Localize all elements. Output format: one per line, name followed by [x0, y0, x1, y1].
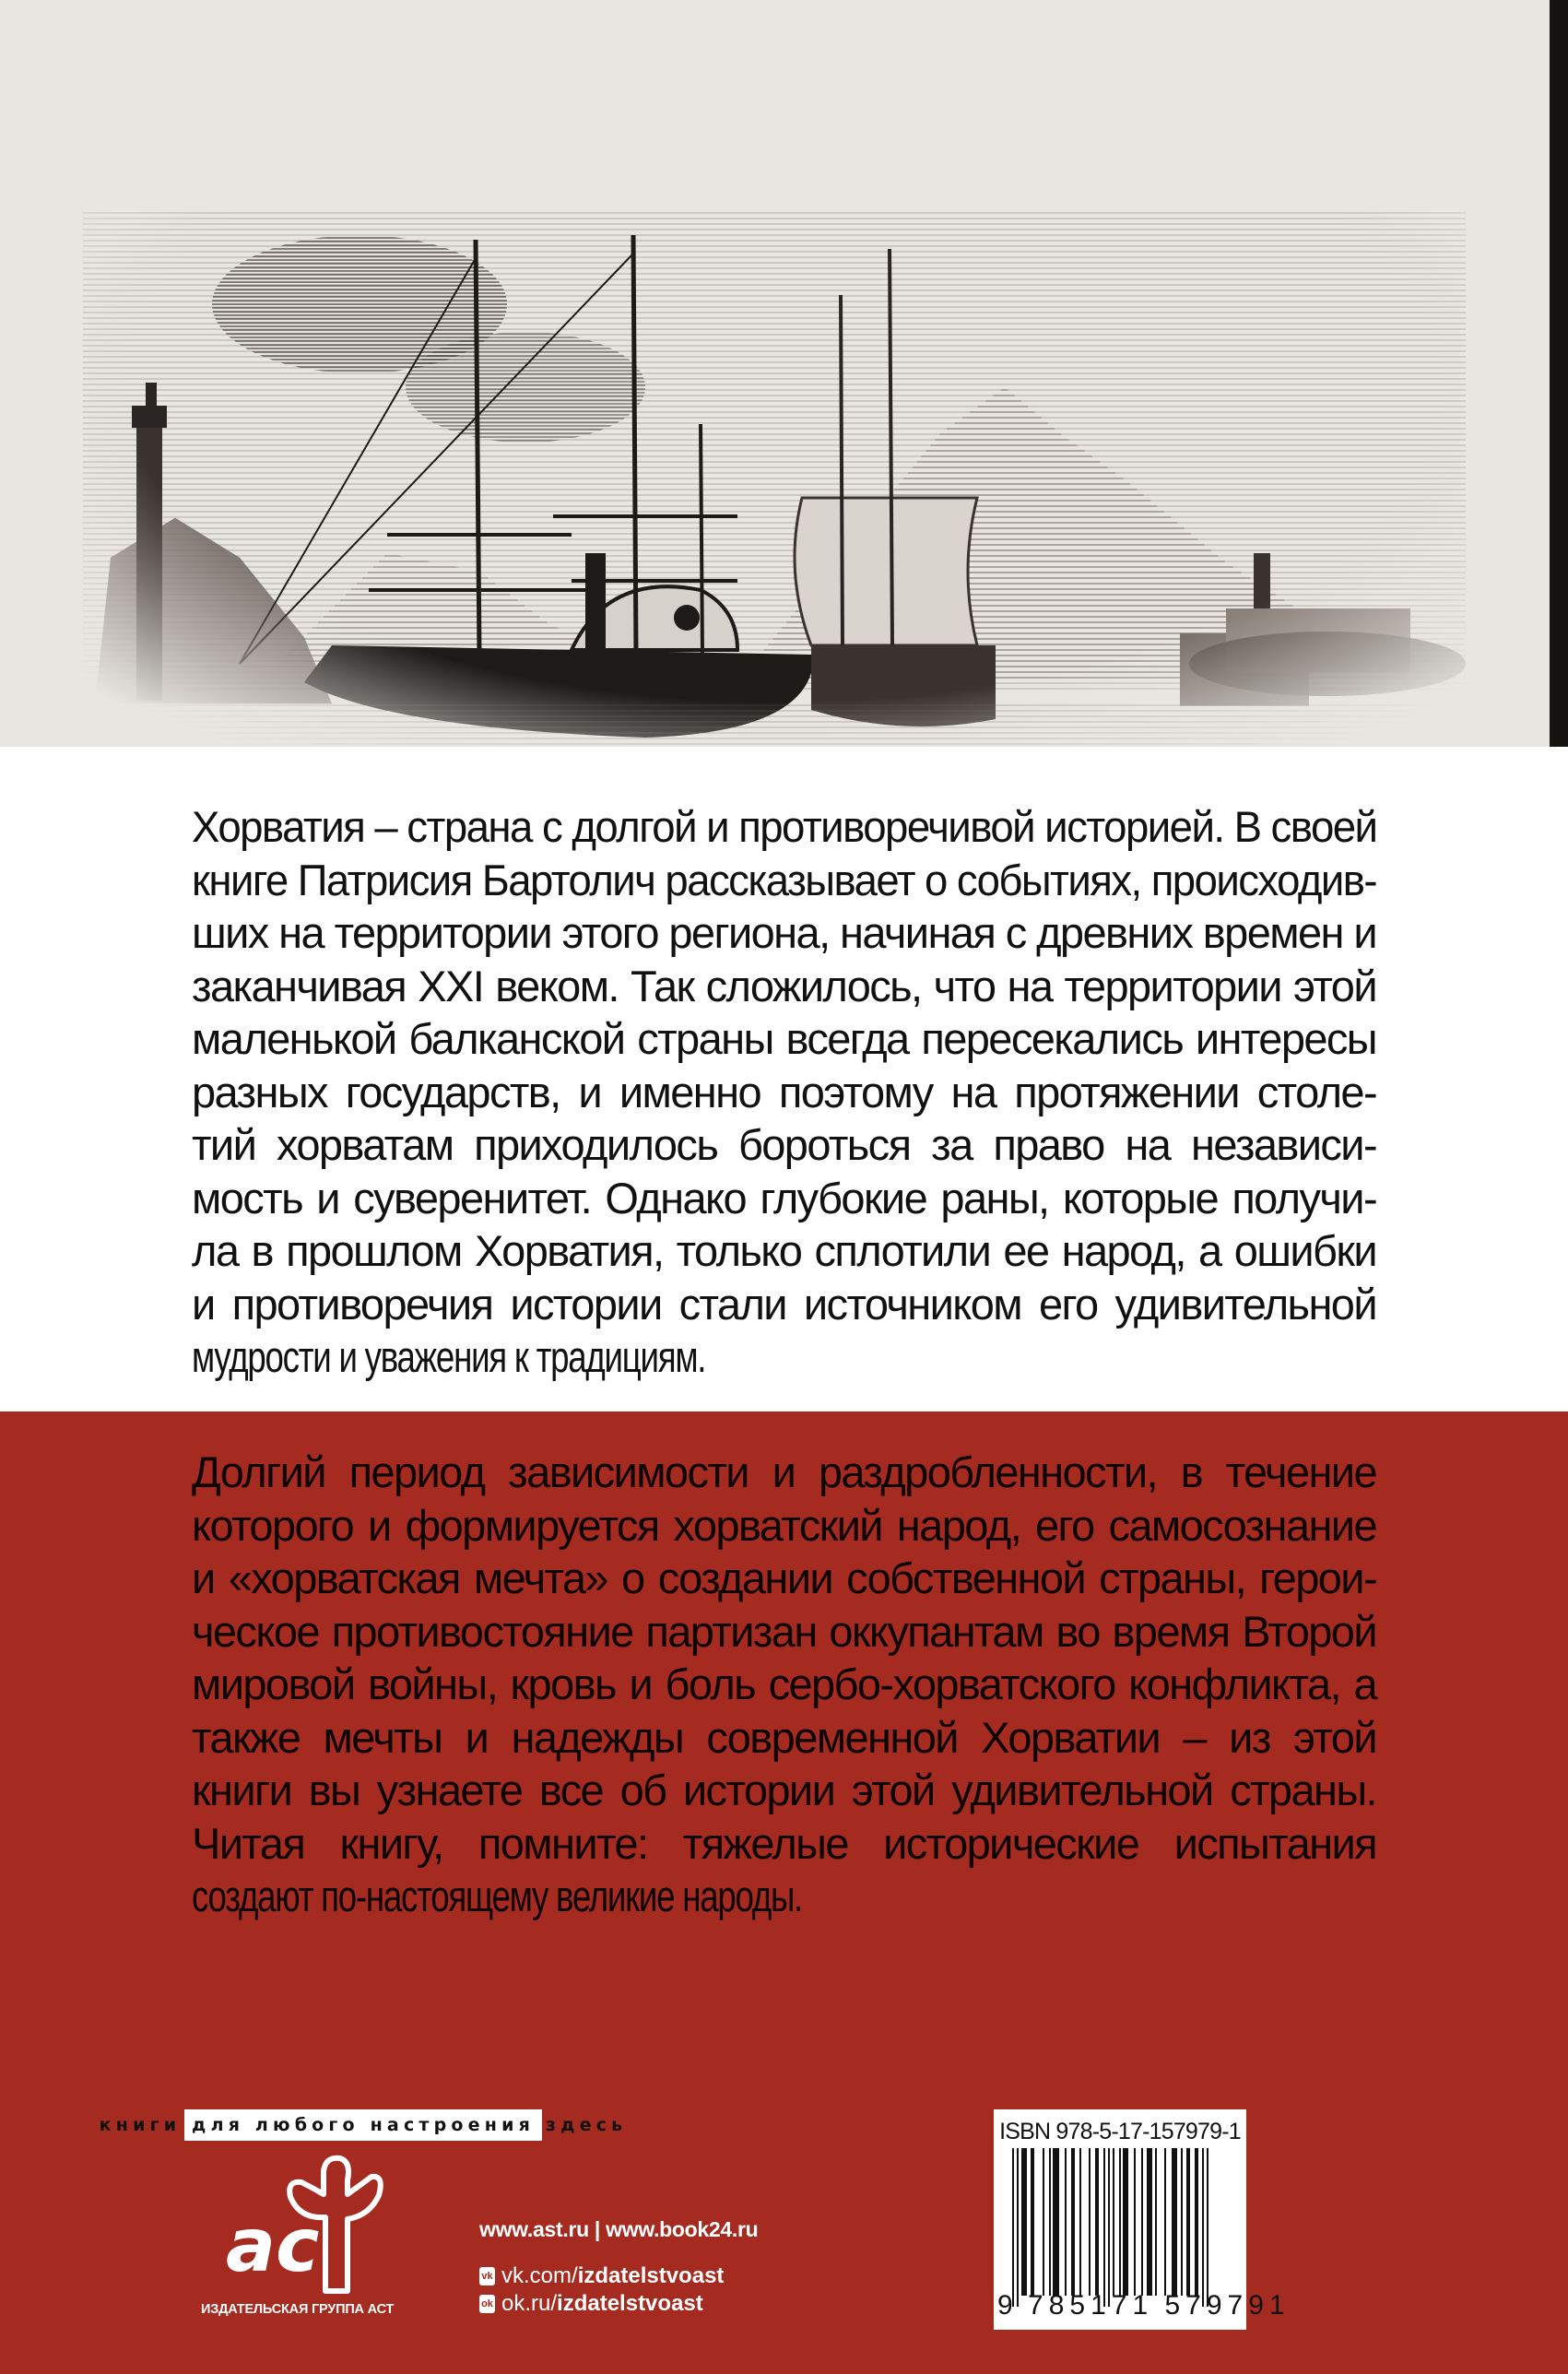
annotation-line: и противоречия истории стали источником его удивительной — [192, 1279, 1376, 1329]
ast-logo — [217, 2153, 401, 2300]
red-annotation-line: Читая книгу, помните: тяжелые исторические испытания — [192, 1818, 1376, 1868]
annotation-line: книге Патрисия Бартолич рассказывает о событиях, происходив- — [192, 855, 1376, 904]
red-annotation-line: создают по-настоящему великие народы. — [192, 1872, 803, 1920]
ok-link[interactable] — [479, 2291, 703, 2317]
red-annotation-line: книги вы узнаете все об истории этой удивительной страны. — [192, 1766, 1376, 1814]
red-annotation-line: мировой войны, кровь и боль сербо-хорватского конфликта, а — [192, 1659, 1376, 1708]
isbn-barcode — [994, 2109, 1291, 2330]
vk-link[interactable] — [479, 2263, 724, 2289]
annotation-line: мость и суверенитет. Однако глубокие раны, которые получи- — [192, 1173, 1376, 1222]
red-annotation-line: и «хорватская мечта» о создании собственной страны, герои- — [192, 1553, 1376, 1602]
tagline-bar — [99, 2109, 628, 2141]
vk-prefix: vk.com/ — [501, 2263, 578, 2288]
annotation-line: ла в прошлом Хорватия, только сплотили ее народ, а ошибки — [192, 1226, 1376, 1275]
annotation-text — [192, 800, 1376, 1384]
publisher-caption: ИЗДАТЕЛЬСКАЯ ГРУППА АСТ — [201, 2302, 395, 2317]
annotation-line: мудрости и уважения к традициям. — [192, 1332, 706, 1381]
annotation-line: тий хорватам приходилось бороться за право на независи- — [192, 1120, 1376, 1169]
vk-icon: vk — [479, 2267, 495, 2285]
odnoklassniki-icon: ok — [479, 2295, 495, 2313]
ship-harbor-engraving — [0, 0, 1568, 747]
tagline-text: книги для любого настроения здесь — [99, 2115, 628, 2135]
barcode-digits-left: 785171 — [1028, 2290, 1154, 2321]
barcode-digits — [997, 2290, 1291, 2321]
vk-handle: izdatelstvoast — [577, 2263, 725, 2288]
annotation-line: ших на территории этого региона, начиная с древних времен и — [192, 908, 1376, 957]
red-annotation-line: ческое противостояние партизан оккупантам во время Второй — [192, 1606, 1376, 1656]
ok-handle: izdatelstvoast — [557, 2291, 703, 2316]
ast-logo-icon — [217, 2153, 401, 2300]
annotation-line: Хорватия – страна с долгой и противоречивой историей. В своей — [192, 802, 1377, 851]
isbn-text: ISBN 978-5-17-157979-1 — [999, 2119, 1241, 2144]
annotation-line: разных государств, и именно поэтому на протяжении столе- — [192, 1067, 1376, 1116]
spine-edge-strip — [1550, 0, 1568, 747]
barcode-digits-right: 579791 — [1164, 2290, 1291, 2321]
red-annotation-line: Долгий период зависимости и раздробленности, в течение — [192, 1447, 1376, 1496]
annotation-line: заканчивая XXI веком. Так сложилось, что на территории этой — [192, 961, 1376, 1010]
websites-link[interactable]: www.ast.ru | www.book24.ru — [479, 2217, 759, 2241]
red-annotation-line: которого и формируется хорватский народ, его самосознание — [192, 1500, 1376, 1550]
annotation-line: маленькой балканской страны всегда пересекались интересы — [192, 1014, 1376, 1063]
red-annotation-text — [192, 1446, 1376, 1923]
ast-logo-letters: ac — [226, 2203, 320, 2288]
barcode-digit-first: 9 — [997, 2290, 1013, 2321]
ok-prefix: ok.ru/ — [501, 2291, 558, 2316]
red-annotation-line: также мечты и надежды современной Хорватии – из этой — [192, 1712, 1376, 1762]
cover-illustration — [0, 0, 1568, 747]
